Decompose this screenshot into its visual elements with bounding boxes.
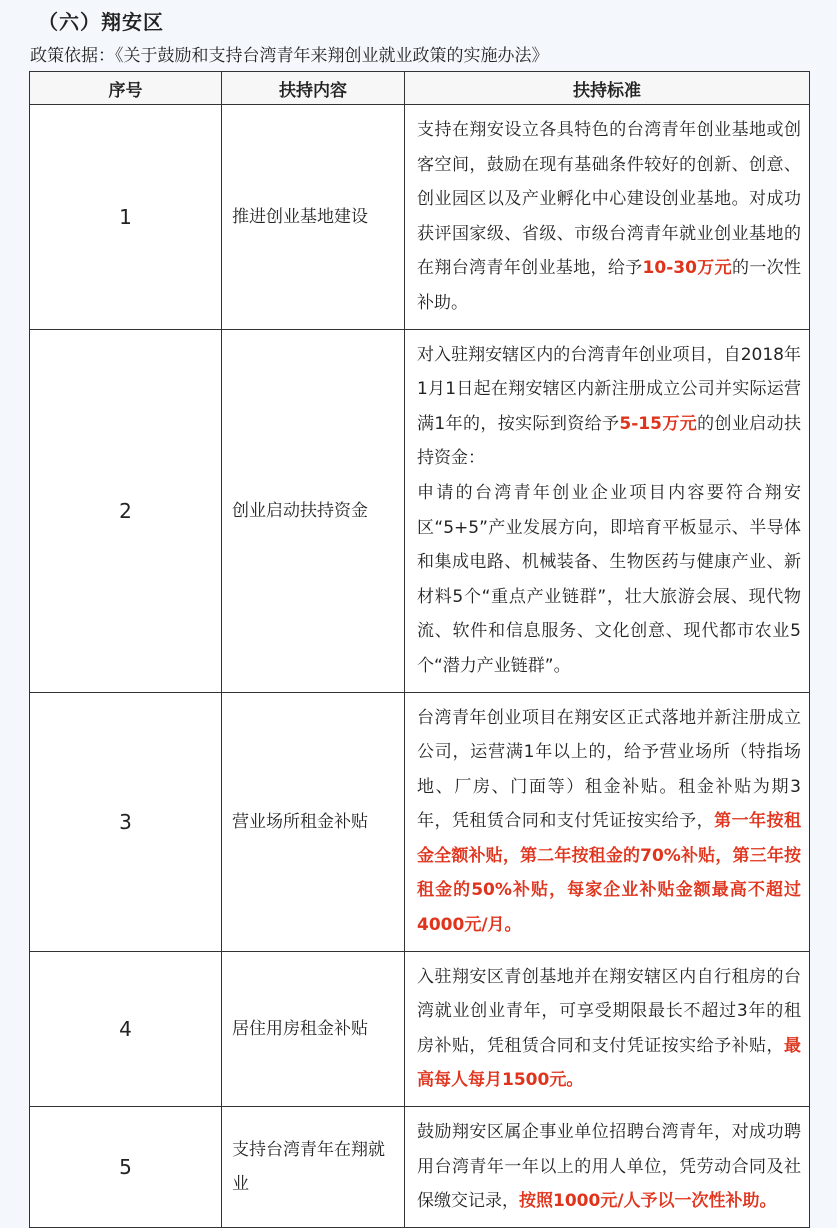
row-number: 5 [30, 1107, 222, 1228]
support-content: 营业场所租金补贴 [222, 692, 405, 951]
header-standard: 扶持标准 [405, 72, 810, 105]
highlighted-amount: 最高每人每月1500元。 [417, 1035, 801, 1091]
highlighted-amount: 第一年按租金全额补贴，第二年按租金的70%补贴，第三年按租金的50%补贴，每家企业补贴金额最高不超过4000元/月。 [417, 811, 802, 936]
support-standard [405, 105, 810, 330]
header-content: 扶持内容 [222, 72, 405, 105]
support-standard [405, 1107, 810, 1228]
support-content: 创业启动扶持资金 [222, 329, 405, 692]
table-row [30, 105, 810, 330]
standard-text: 的创业启动扶持资金： [417, 413, 801, 469]
support-standard [405, 692, 810, 951]
standard-text: 申请的台湾青年创业企业项目内容要符合翔安区“5+5”产业发展方向，即培育平板显示、半导体和集成电路、机械装备、生物医药与健康产业、新材料5个“重点产业链群”，壮大旅游会展、现代物流、软件和信息服务、文化创意、现代都市农业5个“潜力产业链群”。 [417, 482, 801, 676]
table-row [30, 1107, 810, 1228]
highlighted-amount: 5-15万元 [619, 413, 698, 434]
standard-text: 的一次性补助。 [417, 258, 802, 313]
standard-text: 入驻翔安区青创基地并在翔安辖区内自行租房的台湾就业创业青年，可享受期限最长不超过3年的租房补贴，凭租赁合同和支付凭证按实给予补贴， [417, 966, 801, 1056]
standard-text: 台湾青年创业项目在翔安区正式落地并新注册成立公司，运营满1年以上的，给予营业场所（特指场地、厂房、门面等）租金补贴。租金补贴为期3年，凭租赁合同和支付凭证按实给予， [417, 707, 801, 832]
row-number: 3 [30, 692, 222, 951]
support-standard [405, 951, 810, 1106]
highlighted-amount: 10-30万元 [642, 258, 732, 279]
section-title: （六）翔安区 [38, 10, 164, 34]
row-number: 1 [30, 105, 222, 330]
highlighted-amount: 按照1000元/人予以一次性补助。 [519, 1191, 777, 1212]
row-number: 4 [30, 951, 222, 1106]
standard-text: 支持在翔安设立各具特色的台湾青年创业基地或创客空间，鼓励在现有基础条件较好的创新、创意、创业园区以及产业孵化中心建设创业基地。对成功获评国家级、省级、市级台湾青年就业创业基地的在翔台湾青年创业基地，给予 [417, 120, 801, 279]
table-row [30, 329, 810, 692]
standard-text: 鼓励翔安区属企事业单位招聘台湾青年，对成功聘用台湾青年一年以上的用人单位，凭劳动合同及社保缴交记录， [417, 1122, 801, 1212]
table-row [30, 692, 810, 951]
row-number: 2 [30, 329, 222, 692]
standard-text: 对入驻翔安辖区内的台湾青年创业项目，自2018年1月1日起在翔安辖区内新注册成立公司并实际运营满1年的，按实际到资给予 [417, 344, 801, 434]
table-row [30, 951, 810, 1106]
policy-basis: 政策依据：《关于鼓励和支持台湾青年来翔创业就业政策的实施办法》 [30, 46, 549, 66]
support-content: 居住用房租金补贴 [222, 951, 405, 1106]
header-no: 序号 [30, 72, 222, 105]
table-header-row [30, 72, 810, 105]
support-content: 推进创业基地建设 [222, 105, 405, 330]
support-standard [405, 329, 810, 692]
support-content: 支持台湾青年在翔就业 [222, 1107, 405, 1228]
policy-table [29, 71, 810, 1228]
